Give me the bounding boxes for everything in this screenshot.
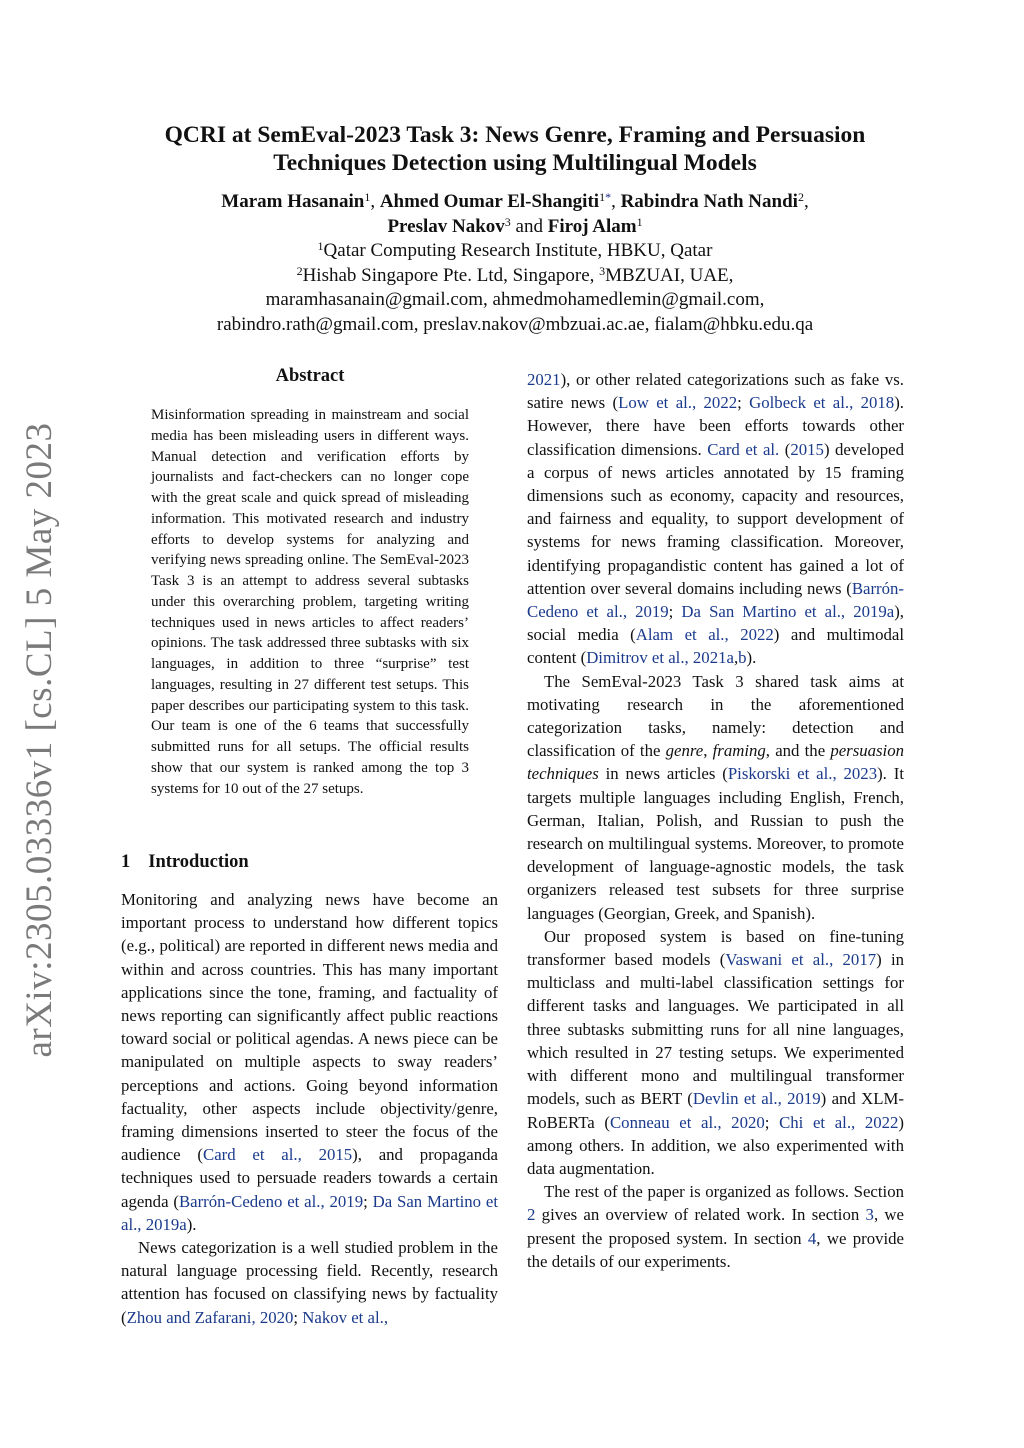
affiliation-marker: 1 xyxy=(599,190,606,204)
affiliation-marker: 1 xyxy=(317,239,324,253)
right-column-body xyxy=(527,368,904,1273)
author-line-1: Maram Hasanain$^1$, Ahmed Oumar El-Shangiti$^{1*}$, Rabindra Nath Nandi$^2$, xyxy=(221,190,809,212)
section-reference-link[interactable]: 3 xyxy=(865,1205,874,1225)
author-block xyxy=(110,190,920,337)
emphasis: genre xyxy=(665,741,704,761)
conjunction: and xyxy=(515,215,543,237)
section-reference-link[interactable]: 2 xyxy=(527,1205,536,1225)
citation-link[interactable]: b xyxy=(738,648,747,668)
affiliation-line-1 xyxy=(110,239,920,264)
section-number: 1 xyxy=(121,852,131,872)
affiliation-line-2 xyxy=(110,264,920,289)
email-line: maramhasanain@gmail.com, ahmedmohamedlemin@gmail.com, xyxy=(265,289,765,310)
author-line-2 xyxy=(110,215,920,240)
citation-link[interactable]: Barrón-Cedeno et al., 2019 xyxy=(527,578,904,622)
affiliation-marker: 2 xyxy=(296,263,303,278)
citation-link[interactable]: Vaswani et al., 2017 xyxy=(725,950,877,970)
citation-link[interactable]: Barrón-Cedeno et al., 2019 xyxy=(178,1191,364,1211)
citation-link[interactable]: Card et al., 2015 xyxy=(203,1145,353,1165)
paragraph: News categorization is a well studied problem in the natural language processing field. Recently, research attention has focused on classifying news by factuality (Zhou and Zafarani, 2020; Nakov et al., xyxy=(121,1238,498,1327)
citation-link[interactable]: Chi et al., 2022 xyxy=(779,1112,899,1132)
citation-link[interactable]: 2021 xyxy=(527,370,561,389)
citation-link[interactable]: Golbeck et al., 2018 xyxy=(749,393,895,413)
paragraph: 2021), or other related categorizations such as fake vs. satire news (Low et al., 2022; Golbeck et al., 2018). However, there have been efforts towards other classification dimensions. Card et al. (2015) developed a corpus of news articles annotated by 15 framing dimensions such as economy, capacity and resources, and fairness and equality, to support development of systems for news framing classification. Moreover, identifying propagandistic content has gained a lot of attention over several domains including news (Barrón-Cedeno et al., 2019; Da San Martino et al., 2019a), social media (Alam et al., 2022) and multimodal content (Dimitrov et al., 2021a,b). xyxy=(527,370,905,668)
affiliation-text: Hishab Singapore Pte. Ltd, Singapore, xyxy=(302,264,595,286)
abstract-heading: Abstract xyxy=(275,366,345,386)
affiliation-marker: 1 xyxy=(636,214,643,229)
citation-link[interactable]: Devlin et al., 2019 xyxy=(692,1089,821,1109)
citation-link[interactable]: Nakov et al., xyxy=(302,1307,389,1327)
paragraph: The rest of the paper is organized as follows. Section 2 gives an overview of related work. In section 3, we present the proposed system. In section 4, we provide the details of our experiments. xyxy=(527,1182,904,1271)
footnote-marker[interactable]: * xyxy=(605,190,612,204)
paragraph: Our proposed system is based on fine-tuning transformer based models (Vaswani et al., 2017) in multiclass and multi-label classification settings for different tasks and languages. We participated in all three subtasks submitting runs for all nine languages, which resulted in 27 testing setups. We experimented with different mono and multilingual transformer models, such as BERT (Devlin et al., 2019) and XLM-RoBERTa (Conneau et al., 2020; Chi et al., 2022) among others. In addition, we also experimented with data augmentation. xyxy=(527,926,905,1178)
citation-link[interactable]: Conneau et al., 2020 xyxy=(609,1112,765,1132)
affiliation-marker: 2 xyxy=(797,190,804,204)
emphasis: persuasion techniques xyxy=(527,741,904,784)
affiliation-marker: 3 xyxy=(599,263,606,278)
abstract-text: Misinformation spreading in mainstream and social media has been misleading users in different ways. Manual detection and verification efforts by journalists and fact-checkers can no longer cope with the great scale and quick spread of misleading information. This motivated research and industry efforts to develop systems for analyzing and verifying news spreading online. The SemEval-2023 Task 3 is an attempt to address several subtasks under this overarching problem, targeting writing techniques used in news articles to affect readers’ opinions. The task addressed three subtasks with six languages, in addition to three “surprise” test languages, resulting in 27 different test setups. This paper describes our participating system to this task. Our team is one of the 6 teams that successfully submitted runs for all setups. The official results show that our system is ranked among the top 3 systems for 10 out of the 27 setups. xyxy=(151,407,469,797)
citation-link[interactable]: Dimitrov et al., 2021a xyxy=(586,648,734,668)
emphasis: framing xyxy=(712,741,766,761)
email-line: rabindro.rath@gmail.com, preslav.nakov@mbzuai.ac.ae, fialam@hbku.edu.qa xyxy=(216,313,814,335)
left-column-body xyxy=(121,888,498,1329)
affiliation-marker: 3 xyxy=(504,214,511,229)
citation-link[interactable]: Alam et al., 2022 xyxy=(635,625,774,645)
citation-link[interactable]: 2015 xyxy=(790,439,824,459)
paragraph: The SemEval-2023 Task 3 shared task aims at motivating research in the aforementioned categorization tasks, namely: detection and classification of the genre, framing, and the persuasion techniques in news articles (Piskorski et al., 2023). It targets multiple languages including English, French, German, Italian, Polish, and Russian to push the research on multilingual systems. Moreover, to promote development of language-agnostic models, the task organizers released test subsets for three surprise languages (Georgian, Greek, and Spanish). xyxy=(527,671,904,923)
citation-link[interactable]: Da San Martino et al., 2019a xyxy=(121,1191,499,1234)
affiliation-text: Qatar Computing Research Institute, HBKU, Qatar xyxy=(323,240,713,261)
author-name: Preslav Nakov xyxy=(387,215,505,237)
section-title: Introduction xyxy=(148,852,249,872)
section-reference-link[interactable]: 4 xyxy=(807,1228,817,1248)
citation-link[interactable]: Da San Martino et al., 2019a xyxy=(681,602,895,622)
citation-link[interactable]: Card et al. xyxy=(707,439,780,459)
author-name: Ahmed Oumar El-Shangiti xyxy=(379,191,600,212)
citation-link[interactable]: Low et al., 2022 xyxy=(618,393,738,413)
author-name: Maram Hasanain xyxy=(221,191,365,212)
author-name: Rabindra Nath Nandi xyxy=(620,191,798,212)
section-heading xyxy=(121,852,267,873)
paper-title: QCRI at SemEval-2023 Task 3: News Genre, Framing and Persuasion Techniques Detection using Multilingual Models xyxy=(164,122,866,176)
arxiv-identifier-stamp: arXiv:2305.03336v1 [cs.CL] 5 May 2023 xyxy=(19,422,60,1058)
paragraph: Monitoring and analyzing news have become an important process to understand how different topics (e.g., political) are reported in different news media and within and across countries. This has many important applications since the tone, framing, and factuality of news reporting can significantly affect public reactions toward social or political agendas. A news piece can be manipulated on multiple aspects to sway readers’ perceptions and actions. Going beyond information factuality, other aspects include objectivity/genre, framing dimensions inserted to steer the focus of the audience (Card et al., 2015), and propaganda techniques used to persuade readers towards a certain agenda (Barrón-Cedeno et al., 2019; Da San Martino et al., 2019a). xyxy=(121,890,499,1234)
citation-link[interactable]: Zhou and Zafarani, 2020 xyxy=(126,1307,294,1327)
affiliation-marker: 1 xyxy=(364,190,371,204)
affiliation-text: MBZUAI, UAE, xyxy=(605,264,734,286)
citation-link[interactable]: Piskorski et al., 2023 xyxy=(727,764,878,784)
author-name: Firoj Alam xyxy=(547,215,637,237)
